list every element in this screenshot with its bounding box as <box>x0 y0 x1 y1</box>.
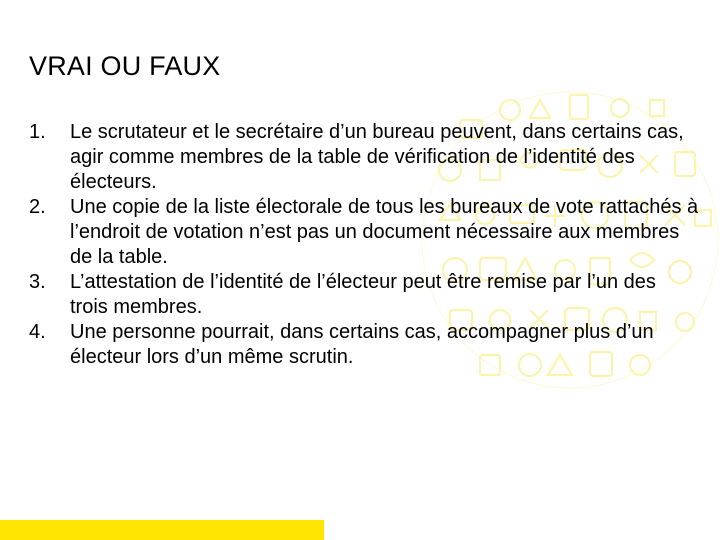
list-item-text: L’attestation de l’identité de l’électeur peut être remise par l’un des trois membres. <box>70 271 656 318</box>
list-item-number: 3. <box>29 271 46 293</box>
list-item <box>29 120 699 195</box>
accent-bar <box>0 520 324 540</box>
list-item <box>29 195 699 270</box>
list-item <box>29 270 699 320</box>
list-item-text: Une personne pourrait, dans certains cas, accompagner plus d’un électeur lors d’un même scrutin. <box>70 321 654 368</box>
list-item-number: 1. <box>29 121 46 143</box>
list-item-text: Une copie de la liste électorale de tous les bureaux de vote rattachés à l’endroit de votation n’est pas un document nécessaire aux membres de la table. <box>70 196 699 268</box>
slide-title: VRAI OU FAUX <box>29 51 221 81</box>
list-item-number: 4. <box>29 321 46 343</box>
list-item <box>29 320 699 370</box>
question-list <box>29 120 699 370</box>
list-item-text: Le scrutateur et le secrétaire d’un bureau peuvent, dans certains cas, agir comme membres de la table de vérification de l’identité des électeurs. <box>70 121 684 193</box>
list-item-number: 2. <box>29 196 46 218</box>
